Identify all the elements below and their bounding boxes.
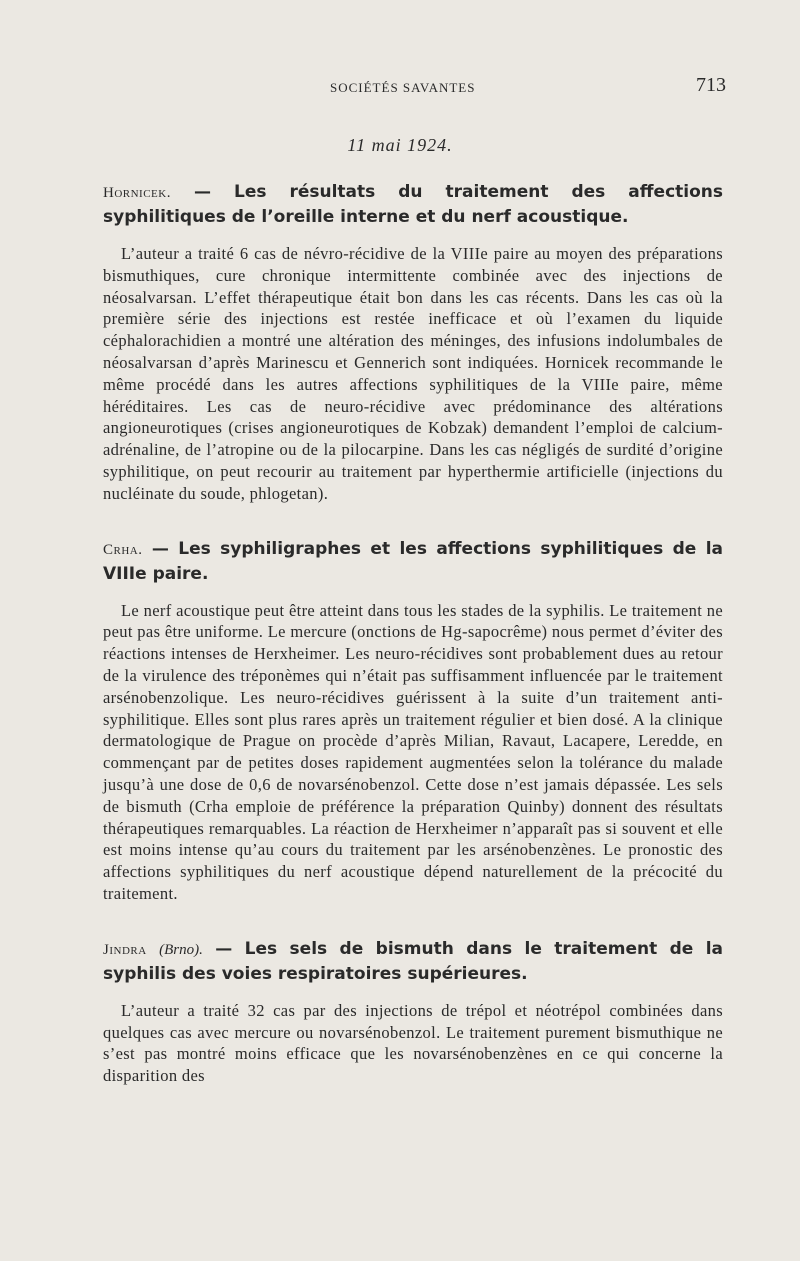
heading-dash: — [142, 538, 179, 559]
article-title: Les syphiligraphes et les affections syphilitiques de la VIIIe paire. [103, 538, 724, 584]
session-date: 11 mai 1924. [347, 135, 453, 155]
article-author: Crha. [103, 541, 143, 558]
article-heading [103, 937, 723, 986]
article-crha [103, 537, 723, 905]
heading-dash: — [170, 182, 234, 202]
article-body: L’auteur a traité 6 cas de névro-récidive de la VIIIe paire au moyen des préparations bismuthiques, cure chronique intermittente combinée avec des injections de néosalvarsan. L’effet thérapeutique était bon dans les cas récents. Dans les cas où la première série des injections est restée inefficace et où l’examen du liquide céphalorachidien a montré une altération des méninges, des infusions indolumbales de néosalvarsan d’après Marinescu et Gennerich sont indiquées. Hornicek recommande le même procédé dans les autres affections syphilitiques de la VIIIe paire, même héréditaires. Les cas de neuro-récidive avec prédominance des altérations angioneurotiques (crises angioneurotiques de Kobzak) demandent l’emploi de calcium-adrénaline, de l’atropine ou de la pilocarpine. Dans les cas négligés de surdité d’origine syphilitique, on peut recourir au traitement par hyperthermie artificielle (injections du nucléinate du soude, phlogetan). [103, 244, 723, 503]
article-jindra [103, 937, 723, 1087]
article-body: Le nerf acoustique peut être atteint dans tous les stades de la syphilis. Le traitement ne peut pas être uniforme. Le mercure (onctions de Hg-sapocrême) nous permet d’éviter des réactions intenses de Herxheimer. Les neuro-récidives sont probablement dues au retour de la virulence des tréponèmes qui n’était pas suffisamment influencée par le traitement arsénobenzolique. Les neuro-récidives guérissent à la suite d’un traitement anti-syphilitique. Elles sont plus rares après un traitement régulier et bien dosé. A la clinique dermatologique de Prague on procède d’après Milian, Ravaut, Lacapere, Leredde, en commençant par de petites doses rapidement augmentées selon la tolérance du malade jusqu’à une dose de 0,6 de novarsénobenzol. Cette dose n’est jamais dépassée. Les sels de bismuth (Crha emploie de préférence la préparation Quinby) donnent des résultats thérapeutiques remarquables. La réaction de Herxheimer n’apparaît pas si souvent et elle est moins intense qu’au cours du traitement par les arsénobenzènes. Le pronostic des affections syphilitiques du nerf acoustique dépend naturellement de la précocité du traitement. [103, 600, 723, 903]
article-heading [103, 180, 723, 229]
article-author: Hornicek. [103, 185, 171, 201]
article-title: Les résultats du traitement des affections syphilitiques de l’oreille interne et du nerf acoustique. [103, 182, 723, 227]
page-number: 713 [696, 74, 726, 96]
article-author: Jindra [103, 941, 147, 958]
page-header [0, 74, 800, 104]
article-heading [103, 537, 723, 586]
article-hornicek [103, 180, 723, 505]
article-author-location: (Brno). [159, 941, 203, 958]
heading-dash: — [202, 938, 245, 959]
running-head: SOCIÉTÉS SAVANTES [330, 80, 476, 95]
article-title: Les sels de bismuth dans le traitement de la syphilis des voies respiratoires supérieures. [103, 938, 724, 984]
article-body: L’auteur a traité 32 cas par des injections de trépol et néotrépol combinées dans quelques cas avec mercure ou novarsénobenzol. Le traitement purement bismuthique ne s’est pas montré moins efficace que les novarsénobenzènes en ce qui concerne la disparition des [103, 1000, 723, 1086]
article-list [103, 180, 723, 1119]
